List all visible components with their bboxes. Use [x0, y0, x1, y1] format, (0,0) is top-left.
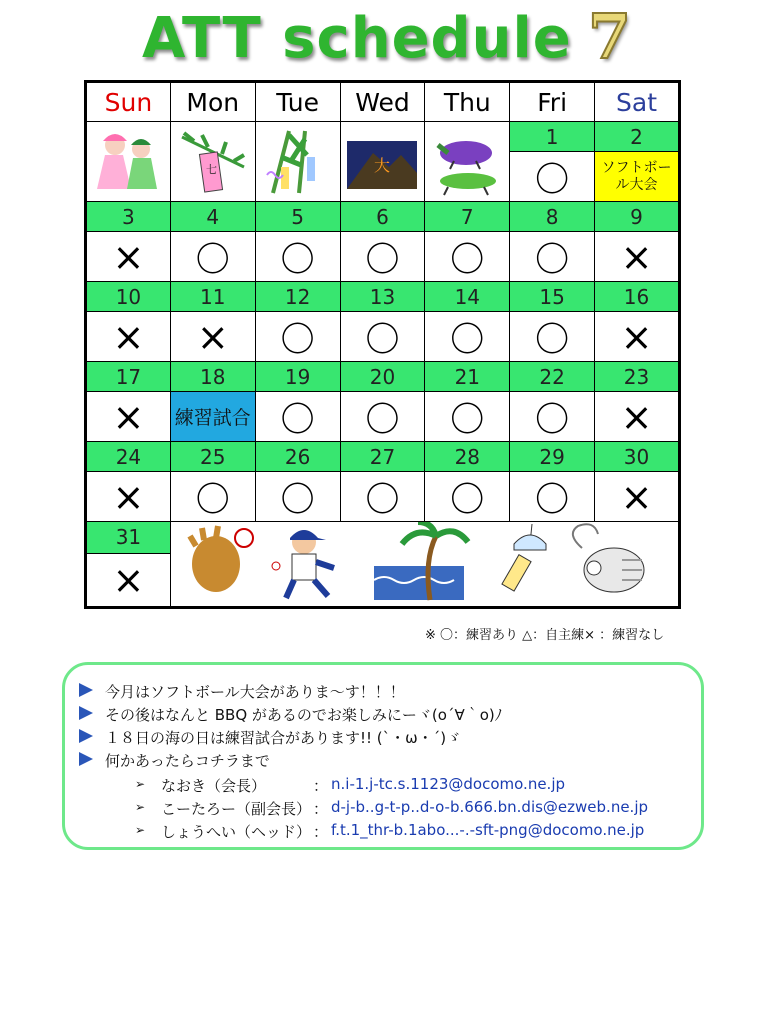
practice-mark: 〇: [255, 312, 340, 362]
practice-mark: ×: [595, 472, 680, 522]
practice-mark: ×: [86, 553, 171, 607]
date-cell: 16: [595, 282, 680, 312]
date-cell: 9: [595, 202, 680, 232]
date-cell: 24: [86, 442, 171, 472]
date-cell: 11: [170, 282, 255, 312]
arrow-bullet-icon: [79, 729, 93, 743]
practice-mark: ×: [595, 232, 680, 282]
week2-mark-row: [86, 232, 680, 282]
practice-mark: 〇: [510, 312, 595, 362]
week4-mark-row: [86, 392, 680, 442]
summer-illustrations-graphic: [174, 522, 674, 602]
softball-tournament-event: ソフトボール大会: [595, 152, 680, 202]
weekday-thu: Thu: [425, 82, 510, 122]
arrow-bullet-icon: [79, 683, 93, 697]
week5-date-row: [86, 442, 680, 472]
weekday-sat: Sat: [595, 82, 680, 122]
arrow-bullet-icon: [79, 752, 93, 766]
date-cell: 7: [425, 202, 510, 232]
wind-chime-icon: [502, 524, 546, 591]
practice-mark: 〇: [425, 392, 510, 442]
practice-mark: 〇: [510, 232, 595, 282]
tanabata-bamboo-icon: [170, 122, 255, 202]
practice-mark: 〇: [255, 232, 340, 282]
page-title: ATT schedule: [142, 6, 572, 71]
date-cell: 8: [510, 202, 595, 232]
contact-email[interactable]: d-j-b..g-t-p..d-o-b.666.bn.dis@ezweb.ne.jp: [331, 798, 649, 816]
date-cell: 18: [170, 362, 255, 392]
practice-mark: 〇: [170, 232, 255, 282]
arrowhead-bullet-icon: ➢: [135, 800, 146, 814]
date-cell: 31: [86, 522, 171, 554]
practice-mark: 〇: [425, 472, 510, 522]
practice-match-event: 練習試合: [170, 392, 255, 442]
weekday-mon: Mon: [170, 82, 255, 122]
bamboo-decoration-icon: [255, 122, 340, 202]
eggplant-cucumber-icon: [425, 122, 510, 202]
date-cell: 6: [340, 202, 425, 232]
date-cell: 27: [340, 442, 425, 472]
summer-illustrations: [170, 522, 679, 608]
practice-mark: 〇: [425, 232, 510, 282]
practice-mark: ×: [86, 392, 171, 442]
practice-mark: 〇: [340, 312, 425, 362]
legend: ※ 〇：練習あり △：自主練× ：練習なし: [425, 628, 665, 643]
baseball-player-icon: [272, 530, 334, 598]
week4-date-row: [86, 362, 680, 392]
weekday-sun: Sun: [86, 82, 171, 122]
arrow-bullet-icon: [79, 706, 93, 720]
practice-mark: ×: [595, 392, 680, 442]
practice-mark: 〇: [510, 392, 595, 442]
week3-date-row: [86, 282, 680, 312]
week6-date-row: [86, 522, 680, 554]
weekday-wed: Wed: [340, 82, 425, 122]
practice-mark: ×: [86, 472, 171, 522]
date-cell: 10: [86, 282, 171, 312]
date-cell: 23: [595, 362, 680, 392]
practice-mark: ×: [86, 232, 171, 282]
week2-date-row: [86, 202, 680, 232]
practice-mark: 〇: [170, 472, 255, 522]
date-cell: 22: [510, 362, 595, 392]
note-line: その後はなんと BBQ があるのでお楽しみにーヾ(o´∀｀o)ﾉ: [105, 706, 503, 724]
svg-text:大: 大: [374, 155, 391, 175]
week1-date-row: [86, 122, 680, 152]
date-cell: 2: [595, 122, 680, 152]
date-cell: 19: [255, 362, 340, 392]
arrowhead-bullet-icon: ➢: [135, 823, 146, 837]
contact-name: しょうへい（ヘッド）: [161, 823, 312, 841]
beach-palm-icon: [374, 522, 468, 600]
date-cell: 30: [595, 442, 680, 472]
date-cell: 15: [510, 282, 595, 312]
date-cell: 12: [255, 282, 340, 312]
date-cell: 28: [425, 442, 510, 472]
practice-mark: 〇: [340, 232, 425, 282]
baseball-glove-icon: [190, 526, 253, 592]
practice-mark: ×: [595, 312, 680, 362]
svg-text:七: 七: [205, 162, 217, 176]
mountain-fire-icon: [340, 122, 425, 202]
date-cell: 17: [86, 362, 171, 392]
note-line: １８日の海の日は練習試合があります!! (`・ω・´)ゞ: [105, 729, 462, 747]
month-number: 7: [588, 0, 632, 73]
practice-mark: 〇: [340, 392, 425, 442]
date-cell: 4: [170, 202, 255, 232]
practice-mark: 〇: [425, 312, 510, 362]
practice-mark: ×: [170, 312, 255, 362]
date-cell: 5: [255, 202, 340, 232]
arrowhead-bullet-icon: ➢: [135, 777, 146, 791]
practice-mark: 〇: [340, 472, 425, 522]
date-cell: 14: [425, 282, 510, 312]
weekday-fri: Fri: [510, 82, 595, 122]
practice-mark: 〇: [510, 472, 595, 522]
weekday-tue: Tue: [255, 82, 340, 122]
practice-mark: ×: [86, 312, 171, 362]
tanabata-couple-icon: [86, 122, 171, 202]
date-cell: 29: [510, 442, 595, 472]
date-cell: 26: [255, 442, 340, 472]
practice-mark: 〇: [255, 472, 340, 522]
date-cell: 3: [86, 202, 171, 232]
week3-mark-row: [86, 312, 680, 362]
practice-mark: 〇: [510, 152, 595, 202]
calendar: [84, 80, 681, 609]
date-cell: 1: [510, 122, 595, 152]
week5-mark-row: [86, 472, 680, 522]
header: [0, 0, 768, 76]
contact-name: なおき（会長）: [161, 777, 267, 795]
notes-box: 今月はソフトボール大会がありま～す！！！ その後はなんと BBQ があるのでお楽しみにーヾ(o´∀｀o)ﾉ １８日の海の日は練習試合があります!! (`・ω・´)ゞ 何かあったらコチラまで ➢ なおき（会長） ： n.i-1.j-tc.s.1123@docomo.ne.jp ➢ こーたろー（副会長） ： d-j-b..g-t-p..d-o-b.666.bn.dis@ezweb.ne.jp ➢ しょうへい（ヘッド） ： f.t.1_thr-b.1abo...-.-sft-png@docomo.ne.jp: [62, 662, 704, 850]
date-cell: 21: [425, 362, 510, 392]
date-cell: 20: [340, 362, 425, 392]
mosquito-coil-pig-icon: [573, 524, 644, 592]
note-line: 何かあったらコチラまで: [105, 752, 270, 770]
date-cell: 25: [170, 442, 255, 472]
contact-email[interactable]: f.t.1_thr-b.1abo...-.-sft-png@docomo.ne.jp: [331, 821, 645, 839]
contact-name: こーたろー（副会長）: [161, 800, 312, 818]
contact-email[interactable]: n.i-1.j-tc.s.1123@docomo.ne.jp: [331, 775, 566, 793]
date-cell: 13: [340, 282, 425, 312]
practice-mark: 〇: [255, 392, 340, 442]
weekday-row: [86, 82, 680, 122]
note-line: 今月はソフトボール大会がありま～す！！！: [105, 683, 405, 701]
